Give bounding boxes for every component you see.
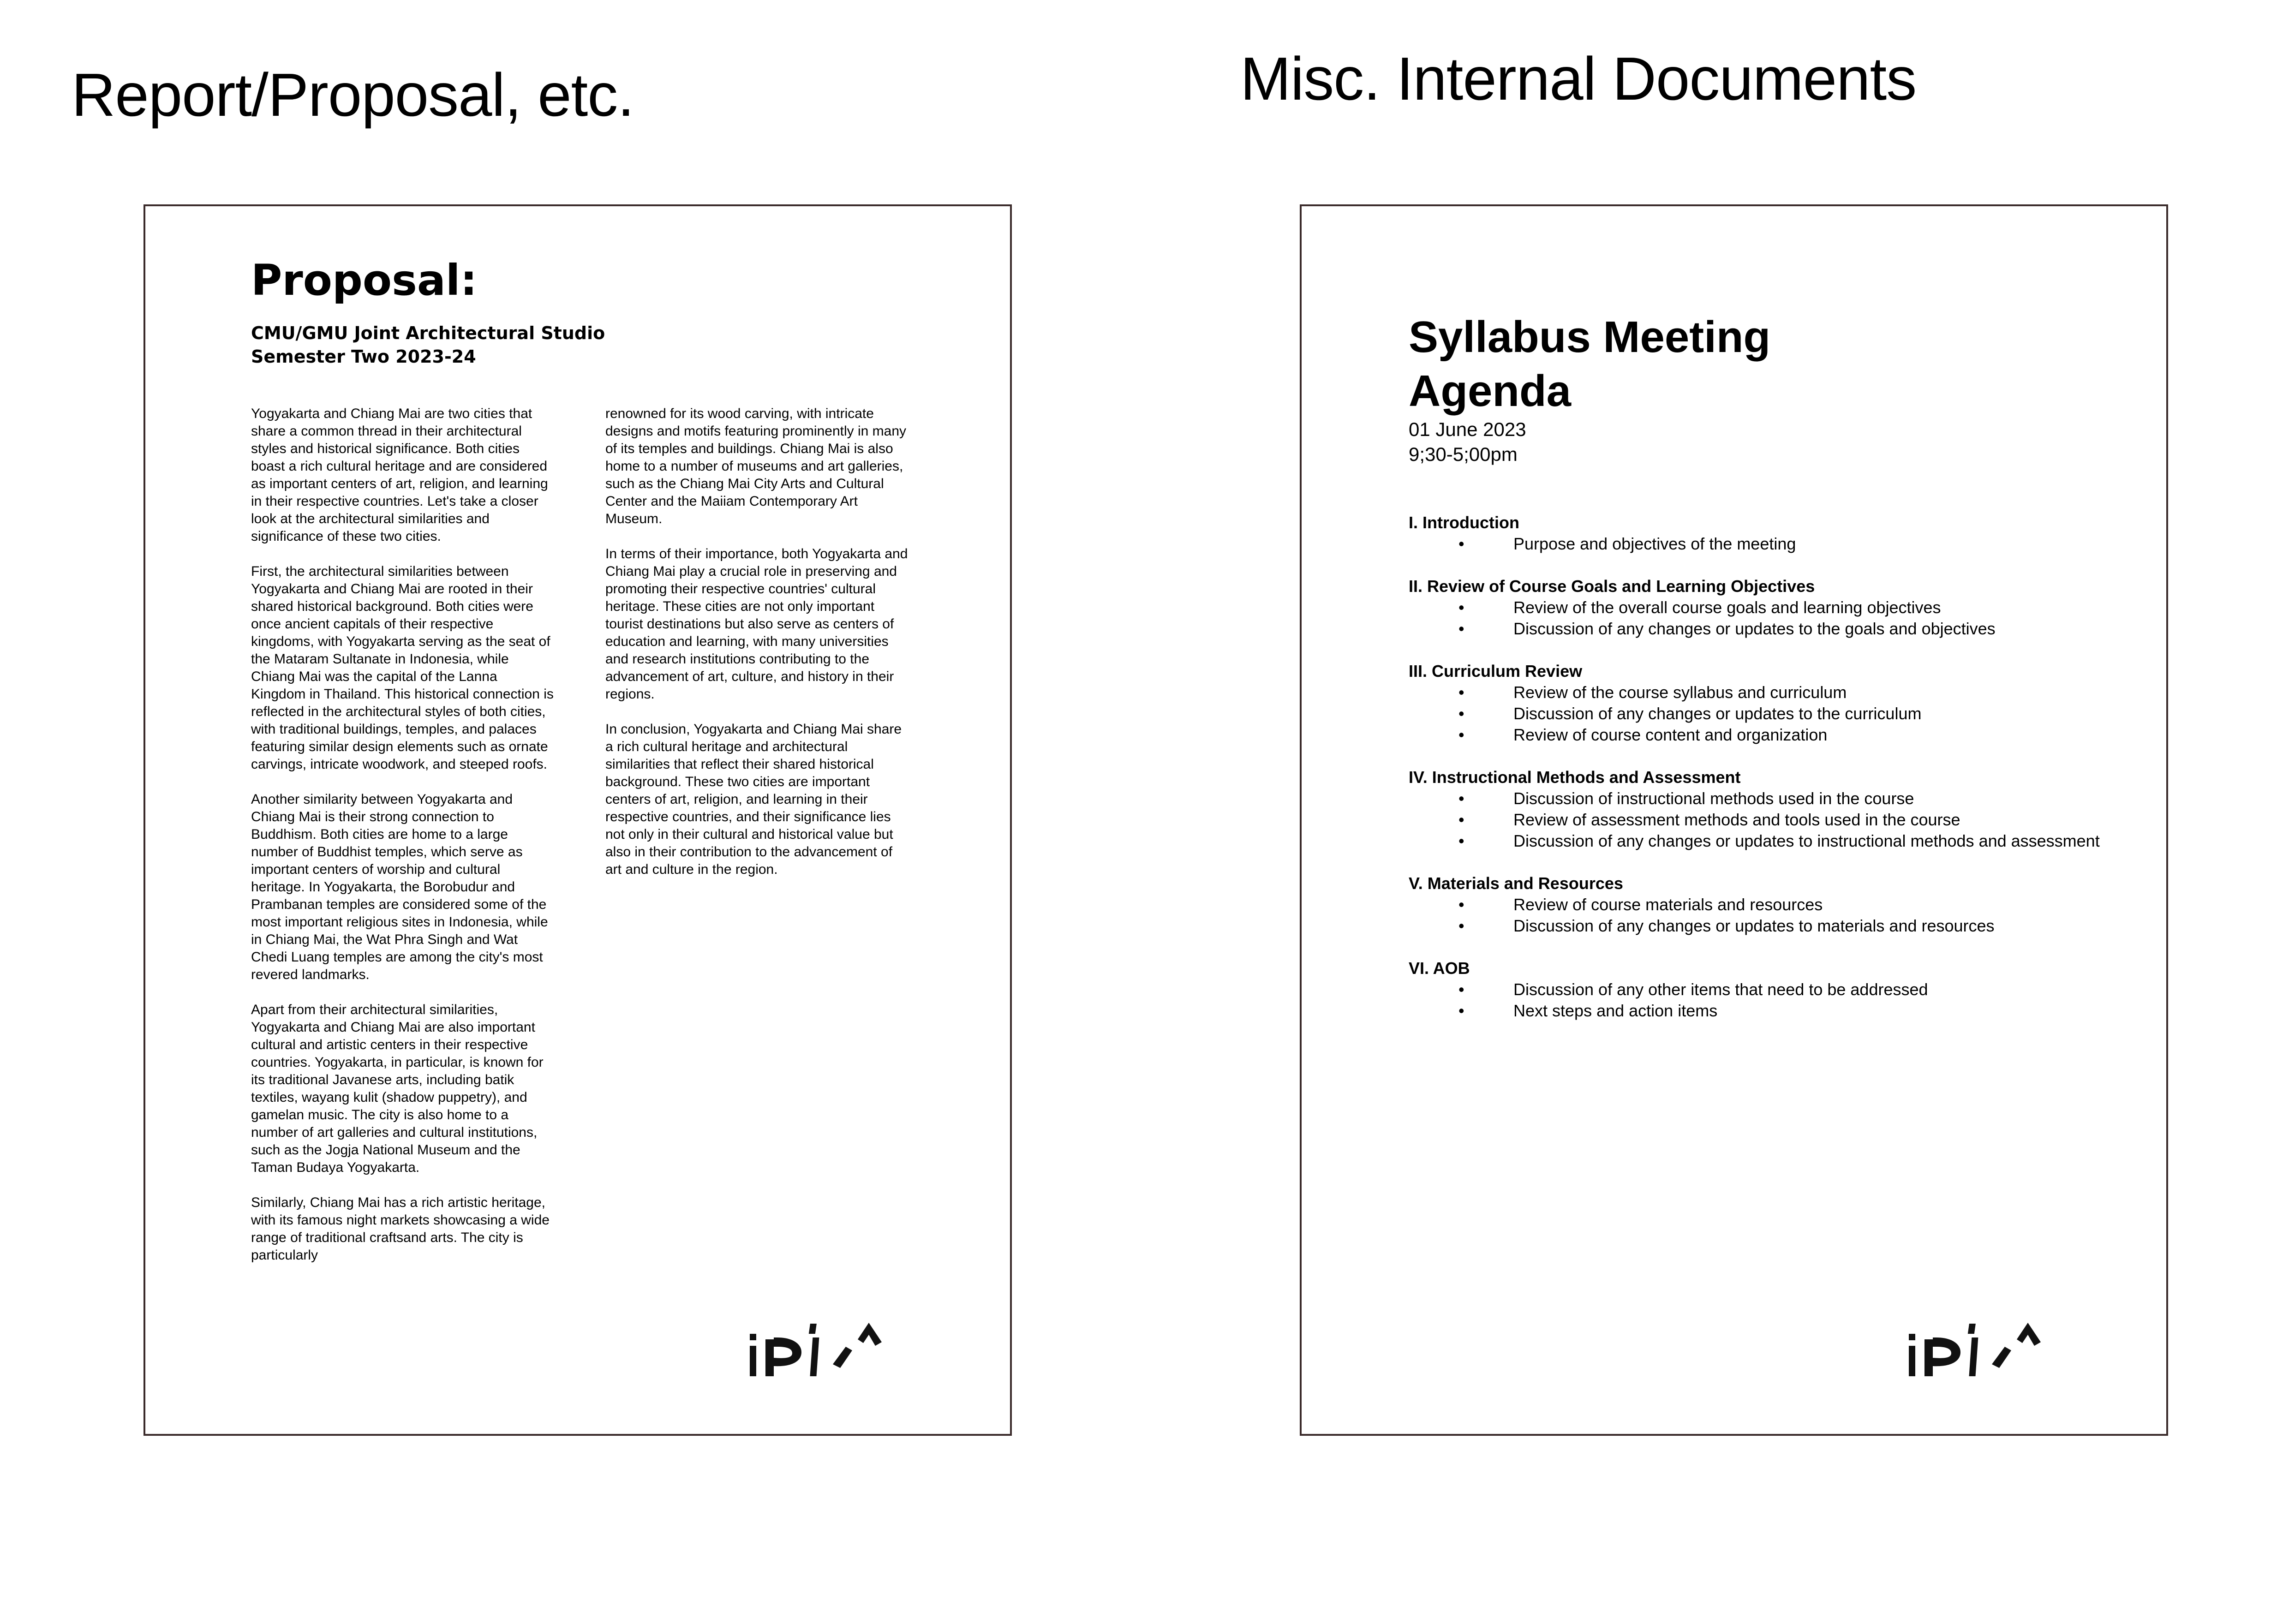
section-label-internal-docs: Misc. Internal Documents bbox=[1240, 45, 1917, 113]
section-label-report: Report/Proposal, etc. bbox=[72, 61, 634, 129]
bullet-icon: • bbox=[1458, 810, 1464, 829]
bullet-icon: • bbox=[1458, 895, 1464, 914]
paragraph: Another similarity between Yogyakarta and Chiang Mai is their strong connection to Buddhism. Both cities are home to a large number of Buddhist temples, which serve as important centers of worship and cultural heritage. In Yogyakarta, the Borobudur and Prambanan temples are considered some of the most important religious sites in Indonesia, while in Chiang Mai, the Wat Phra Singh and Wat Chedi Luang temples are among the city's most revered landmarks. bbox=[251, 792, 548, 982]
paragraph: Apart from their architectural similarities, Yogyakarta and Chiang Mai are also important cultural and artistic centers in their respective countries. Yogyakarta, in particular, is known for its traditional Javanese arts, including batik textiles, wayang kulit (shadow puppetry), and gamelan music. The city is also home to a number of art galleries and cultural institutions, such as the Jogja National Museum and the Taman Budaya Yogyakarta. bbox=[251, 1002, 544, 1175]
agenda-item-list bbox=[1409, 533, 2128, 555]
agenda-meta bbox=[1409, 417, 1526, 467]
agenda-section-heading: III. Curriculum Review bbox=[1409, 662, 1583, 681]
agenda-title-line-2: Agenda bbox=[1409, 366, 1572, 416]
agenda-body bbox=[1409, 512, 2128, 1043]
bullet-icon: • bbox=[1458, 704, 1464, 723]
agenda-section bbox=[1409, 958, 2128, 1021]
proposal-subtitle-line-1: CMU/GMU Joint Architectural Studio bbox=[251, 323, 605, 343]
agenda-item: • Discussion of any changes or updates to the curriculum bbox=[1409, 703, 2128, 724]
paragraph: First, the architectural similarities between Yogyakarta and Chiang Mai are rooted in their shared historical background. Both cities were once ancient capitals of their respective kingdoms, with Yogyakarta serving as the seat of the Mataram Sultanate in Indonesia, while Chiang Mai was the capital of the Lanna Kingdom in Thailand. This historical connection is reflected in the architectural styles of both cities, with traditional buildings, temples, and palaces featuring similar design elements such as ornate carvings, intricate woodwork, and steeped roofs. bbox=[251, 564, 554, 772]
agenda-section-heading: VI. AOB bbox=[1409, 959, 1470, 978]
paragraph: renowned for its wood carving, with intricate designs and motifs featuring prominently in many of its temples and buildings. Chiang Mai is also home to a number of museums and art galleries, such as the Chiang Mai City Arts and Cultural Center and the Maiiam Contemporary Art Museum. bbox=[605, 406, 907, 526]
agenda-section-heading: II. Review of Course Goals and Learning Objectives bbox=[1409, 577, 1815, 596]
proposal-document-page bbox=[143, 204, 1012, 1436]
agenda-item: • Discussion of any changes or updates to materials and resources bbox=[1409, 915, 2128, 937]
bullet-icon: • bbox=[1458, 683, 1464, 702]
agenda-time: 9;30-5;00pm bbox=[1409, 443, 1518, 465]
agenda-date: 01 June 2023 bbox=[1409, 418, 1526, 440]
agenda-item: • Review of the overall course goals and learning objectives bbox=[1409, 597, 2128, 618]
proposal-left-column bbox=[251, 405, 556, 1282]
agenda-item: • Review of course materials and resources bbox=[1409, 894, 2128, 915]
agenda-item: • Review of assessment methods and tools used in the course bbox=[1409, 809, 2128, 830]
agenda-item: • Discussion of any changes or updates to the goals and objectives bbox=[1409, 618, 2128, 639]
bullet-icon: • bbox=[1458, 1001, 1464, 1020]
bullet-icon: • bbox=[1458, 980, 1464, 999]
bullet-icon: • bbox=[1458, 789, 1464, 808]
agenda-section-heading: V. Materials and Resources bbox=[1409, 874, 1623, 893]
agenda-item: • Review of course content and organization bbox=[1409, 724, 2128, 746]
agenda-item: • Discussion of any other items that need to be addressed bbox=[1409, 979, 2128, 1000]
agenda-section bbox=[1409, 767, 2128, 852]
agenda-section bbox=[1409, 512, 2128, 555]
agenda-item-list bbox=[1409, 894, 2128, 937]
agenda-section bbox=[1409, 661, 2128, 746]
proposal-right-column bbox=[605, 405, 910, 896]
paragraph: Similarly, Chiang Mai has a rich artistic heritage, with its famous night markets showcasing a wide range of traditional craftsand arts. The city is particularly bbox=[251, 1195, 550, 1263]
bullet-icon: • bbox=[1458, 831, 1464, 850]
agenda-title-line-1: Syllabus Meeting bbox=[1409, 312, 1771, 362]
idla-logo bbox=[1902, 1314, 2055, 1383]
paragraph: In terms of their importance, both Yogyakarta and Chiang Mai play a crucial role in preserving and promoting their respective countries' cultural heritage. These cities are not only important tourist destinations but also serve as centers of education and learning, with many universities and research institutions contributing to the advancement of art, culture, and history in their regions. bbox=[605, 546, 908, 702]
proposal-subtitle-line-2: Semester Two 2023-24 bbox=[251, 346, 476, 367]
agenda-item-list bbox=[1409, 682, 2128, 746]
bullet-icon: • bbox=[1458, 725, 1464, 744]
bullet-icon: • bbox=[1458, 598, 1464, 617]
agenda-section-heading: IV. Instructional Methods and Assessment bbox=[1409, 768, 1741, 787]
agenda-title bbox=[1409, 310, 1770, 418]
proposal-title: Proposal: bbox=[251, 256, 478, 305]
bullet-icon: • bbox=[1458, 619, 1464, 638]
agenda-item-list bbox=[1409, 788, 2128, 852]
bullet-icon: • bbox=[1458, 534, 1464, 553]
agenda-item: • Discussion of instructional methods used in the course bbox=[1409, 788, 2128, 809]
agenda-item: • Next steps and action items bbox=[1409, 1000, 2128, 1021]
agenda-section-heading: I. Introduction bbox=[1409, 513, 1519, 532]
agenda-document-page bbox=[1300, 204, 2168, 1436]
proposal-subtitle bbox=[251, 322, 605, 369]
agenda-item: • Purpose and objectives of the meeting bbox=[1409, 533, 2128, 555]
idla-logo bbox=[743, 1314, 896, 1383]
agenda-item-list bbox=[1409, 979, 2128, 1021]
agenda-item: • Discussion of any changes or updates to instructional methods and assessment bbox=[1409, 830, 2128, 852]
agenda-section bbox=[1409, 873, 2128, 937]
agenda-item: • Review of the course syllabus and curriculum bbox=[1409, 682, 2128, 703]
paragraph: In conclusion, Yogyakarta and Chiang Mai share a rich cultural heritage and architectural similarities that reflect their shared historical background. These two cities are important centers of art, religion, and learning in their respective countries, and their significance lies not only in their cultural and historical value but also in their contribution to the advancement of art and culture in the region. bbox=[605, 722, 902, 877]
bullet-icon: • bbox=[1458, 916, 1464, 935]
agenda-section bbox=[1409, 576, 2128, 639]
agenda-item-list bbox=[1409, 597, 2128, 639]
paragraph: Yogyakarta and Chiang Mai are two cities that share a common thread in their architectural styles and historical significance. Both cities boast a rich cultural heritage and are considered as important centers of art, religion, and learning in their respective countries. Let's take a closer look at the architectural similarities and significance of these two cities. bbox=[251, 406, 548, 544]
